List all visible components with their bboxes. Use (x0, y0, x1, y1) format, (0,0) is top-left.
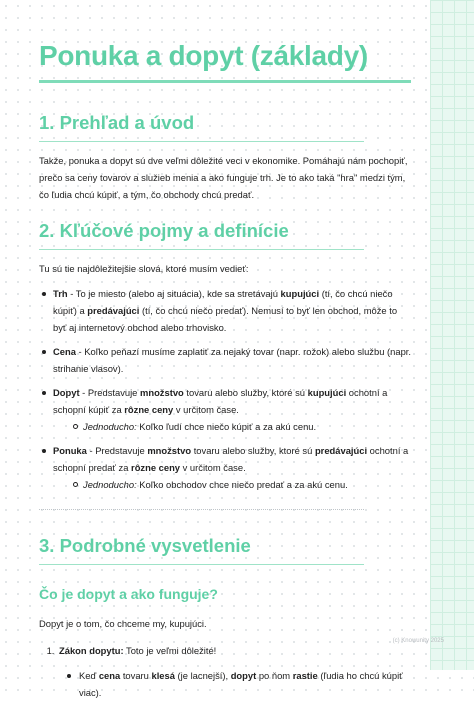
term-sub-list (53, 418, 411, 435)
document-page (39, 38, 411, 701)
heading-underline (39, 564, 364, 565)
term-label: Ponuka (53, 445, 87, 456)
term-item-trh: Trh - To je miesto (alebo aj situácia), kde sa stretávajú kupujúci (tí, čo chcú niečo kúpiť) a predávajúci (tí, čo chcú niečo predať). Nemusí to byť len obchod, môže to byť aj internetový obchod alebo trhovisko. (39, 285, 411, 336)
section-detailed-explanation (39, 534, 411, 701)
subheading-demand: Čo je dopyt a ako funguje? (39, 586, 218, 602)
demand-points-list (39, 642, 411, 701)
term-item-dopyt: Dopyt - Predstavuje množstvo tovaru alebo služby, ktoré sú kupujúci ochotní a schopní kúpiť za rôzne ceny v určitom čase. Jednoducho: Koľko ľudí chce niečo kúpiť a za akú cenu. (39, 384, 411, 435)
law-of-demand-item: 1. Zákon dopytu: Toto je veľmi dôležité! Keď cena tovaru klesá (je lacnejší), dopyt po ňom rastie (ľudia ho chcú kúpiť viac). (57, 642, 411, 701)
term-label: Trh (53, 288, 68, 299)
price-demand-bullet: Keď cena tovaru klesá (je lacnejší), dopyt po ňom rastie (ľudia ho chcú kúpiť viac). (67, 667, 411, 701)
term-item-cena: Cena - Koľko peňazí musíme zaplatiť za nejaký tovar (napr. rožok) alebo službu (napr. strihanie vlasov). (39, 343, 411, 377)
term-label: Dopyt (53, 387, 80, 398)
key-terms-list (39, 285, 411, 493)
heading-underline (39, 249, 364, 250)
section-heading-detailed: 3. Podrobné vysvetlenie (39, 535, 251, 556)
term-sub-list (53, 476, 411, 493)
section-heading-overview: 1. Prehľad a úvod (39, 112, 195, 133)
simple-explanation: Jednoducho: Koľko ľudí chce niečo kúpiť a za akú cenu. (73, 418, 411, 435)
demand-intro: Dopyt je o tom, čo chceme my, kupujúci. (39, 618, 207, 629)
term-item-ponuka: Ponuka - Predstavuje množstvo tovaru alebo služby, ktoré sú predávajúci ochotní a schopní predať za rôzne ceny v určitom čase. Jednoducho: Koľko obchodov chce niečo predať a za akú cenu. (39, 442, 411, 493)
copyright-footer: (c) Knowunity 2025 (392, 638, 444, 644)
section-overview (39, 111, 411, 203)
side-grid-strip (430, 0, 474, 670)
title-underline (39, 80, 411, 83)
heading-underline (39, 141, 364, 142)
simple-explanation: Jednoducho: Koľko obchodov chce niečo predať a za akú cenu. (73, 476, 411, 493)
page-title: Ponuka a dopyt (základy) (39, 40, 368, 71)
term-label: Cena (53, 346, 76, 357)
overview-paragraph: Takže, ponuka a dopyt sú dve veľmi dôležité veci v ekonomike. Pomáhajú nám pochopiť, prečo sa ceny tovarov a služieb menia a ako funguje trh. Je to ako taká "hra" medzi tým, čo ľudia chcú kúpiť, a tým, čo obchody chcú predať. (39, 155, 408, 200)
law-of-demand-details (59, 667, 411, 701)
section-key-terms (39, 219, 411, 510)
section-separator (39, 509, 364, 510)
key-terms-intro: Tu sú tie najdôležitejšie slová, ktoré musím vedieť: (39, 263, 249, 274)
section-heading-key-terms: 2. Kľúčové pojmy a definície (39, 220, 289, 241)
